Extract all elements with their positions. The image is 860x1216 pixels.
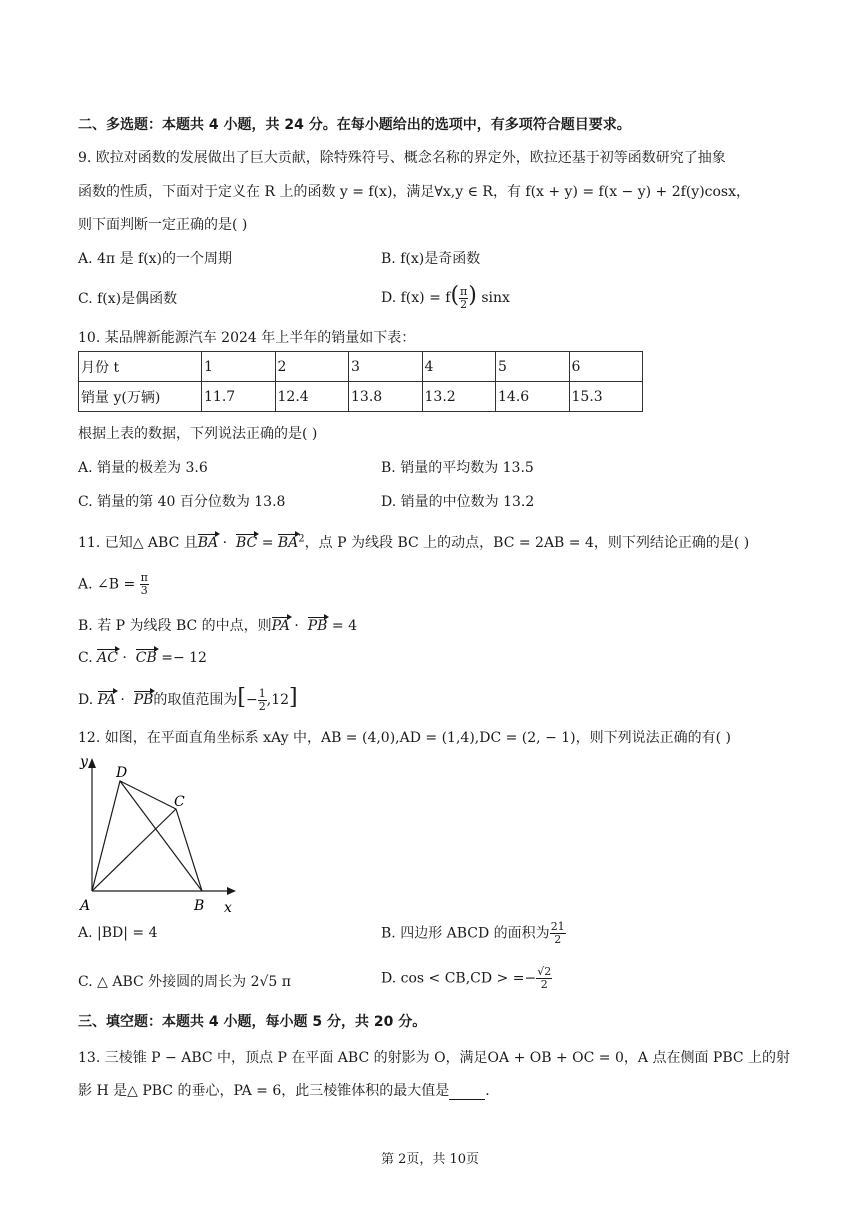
fraction-numerator: 21 — [550, 920, 565, 933]
fraction-numerator: 1 — [258, 686, 266, 700]
q11-stem-end: ，点 P 为线段 BC 上的动点，BC = 2AB = 4，则下列结论正确的是( ) — [304, 535, 750, 551]
q9-option-d-fraction — [459, 286, 468, 311]
q9-stem-line2: 函数的性质，下面对于定义在 R 上的函数 y = f(x)，满足∀x,y ∈ R，有 f(x + y) = f(x − y) + 2f(y)cosx， — [78, 184, 751, 200]
q13-stem-line2-end: . — [485, 1083, 490, 1099]
q11-option-a — [78, 572, 149, 597]
q11-option-c: C. AC · CB =− 12 — [78, 650, 207, 666]
vector-ba: BA — [277, 535, 299, 551]
q9-option-d: D. f(x) = f( $\frac{\pi}{2}$ ) sinx — [381, 283, 510, 311]
q10-option-a: A. 销量的极差为 3.6 — [78, 460, 208, 476]
table-row-header: 销量 y(万辆) — [79, 382, 202, 412]
fraction-denominator: 2 — [258, 699, 266, 713]
label-c: C — [174, 794, 185, 810]
q13-stem-line2 — [78, 1080, 490, 1100]
table-row — [79, 352, 643, 382]
q11-option-b-text: B. 若 P 为线段 BC 的中点，则 — [78, 618, 272, 634]
fraction-denominator: 2 — [554, 933, 562, 946]
label-a: A — [80, 898, 91, 912]
fraction-numerator: √2 — [537, 965, 552, 978]
fraction-denominator: 2 — [540, 978, 548, 991]
table-cell: 12.4 — [275, 382, 349, 412]
q11-option-c-prefix: C. — [78, 650, 93, 666]
q12-stem: 12. 如图，在平面直角坐标系 xAy 中，AB = (4,0),AD = (1,4),DC = (2, − 1)，则下列说法正确的有( ) — [78, 730, 731, 746]
q10-option-b: B. 销量的平均数为 13.5 — [381, 460, 534, 476]
table-cell: 14.6 — [496, 382, 570, 412]
table-cell: 1 — [202, 352, 276, 382]
q11-option-d-prefix: D. — [78, 692, 94, 708]
fraction-numerator: π — [140, 571, 148, 584]
q11-option-b-tail: = 4 — [331, 618, 357, 634]
table-cell: 4 — [422, 352, 496, 382]
q9-option-b: B. f(x)是奇函数 — [381, 251, 481, 267]
q12-coordinate-figure — [76, 752, 246, 912]
table-cell: 13.2 — [422, 382, 496, 412]
fraction-denominator: 2 — [460, 297, 468, 311]
section-heading-fill-blank: 三、填空题：本题共 4 小题，每小题 5 分，共 20 分。 — [78, 1014, 427, 1030]
vector-pb: PB — [307, 618, 328, 634]
q11-stem: 11. 已知△ ABC 且BA · BC = $BA^2$，点 P 为线段 BC 上的动点，BC = 2AB = 4，则下列结论正确的是( ) — [78, 533, 750, 551]
q12-option-a: A. |BD| = 4 — [78, 925, 158, 941]
fraction-numerator: π — [460, 284, 468, 298]
q12-option-b-fraction — [550, 921, 566, 946]
diagonal-ac — [92, 809, 176, 891]
table-row — [79, 382, 643, 412]
q12-option-d-fraction — [536, 966, 552, 991]
q12-option-b-prefix: B. 四边形 ABCD 的面积为 — [381, 925, 550, 942]
table-cell: 2 — [275, 352, 349, 382]
q12-option-d-prefix: D. cos < CB,CD > =− — [381, 970, 537, 987]
page-footer: 第 2页，共 10页 — [380, 1152, 480, 1167]
table-cell: 5 — [496, 352, 570, 382]
q11-option-a-fraction — [140, 572, 149, 597]
vector-pa: PA — [97, 692, 116, 708]
table-cell: 6 — [569, 352, 643, 382]
table-cell: 15.3 — [569, 382, 643, 412]
q9-option-c: C. f(x)是偶函数 — [78, 291, 178, 307]
answer-blank — [449, 1083, 485, 1100]
label-x: x — [224, 900, 232, 912]
x-axis-arrow-icon — [227, 887, 236, 895]
q11-option-a-prefix: A. ∠B = — [78, 576, 136, 593]
q11-stem-start: 11. 已知△ ABC 且 — [78, 535, 198, 551]
q11-option-d-range-end: ,12 — [266, 692, 290, 708]
sales-table — [78, 351, 643, 412]
q10-option-c: C. 销量的第 40 百分位数为 13.8 — [78, 494, 286, 510]
vector-ba: BA — [197, 535, 219, 551]
label-b: B — [194, 898, 205, 912]
q11-option-d-fraction — [258, 688, 267, 713]
table-row-header: 月份 t — [79, 352, 202, 382]
vector-cb: CB — [135, 650, 157, 666]
diagonal-bd — [120, 781, 202, 891]
q9-stem-line3: 则下面判断一定正确的是( ) — [78, 217, 248, 233]
table-cell: 11.7 — [202, 382, 276, 412]
q10-stem: 10. 某品牌新能源汽车 2024 年上半年的销量如下表： — [78, 330, 416, 346]
section-heading-multi-choice: 二、多选题：本题共 4 小题，共 24 分。在每小题给出的选项中，有多项符合题目要求。 — [78, 117, 631, 133]
table-cell: 13.8 — [349, 382, 423, 412]
q13-stem-line1: 13. 三棱锥 P − ABC 中，顶点 P 在平面 ABC 的射影为 O，满足OA + OB + OC = 0，A 点在侧面 PBC 上的射 — [78, 1050, 791, 1066]
vector-pb: PB — [133, 692, 154, 708]
q11-option-d-tail: 的取值范围为 — [153, 692, 238, 708]
vector-ac: AC — [97, 650, 118, 666]
q10-option-d: D. 销量的中位数为 13.2 — [381, 494, 535, 510]
q12-option-c: C. △ ABC 外接圆的周长为 2√5 π — [78, 974, 291, 990]
q9-option-a: A. 4π 是 f(x)的一个周期 — [78, 251, 233, 267]
vector-pa: PA — [271, 618, 290, 634]
table-cell: 3 — [349, 352, 423, 382]
label-y: y — [80, 754, 88, 770]
q9-option-d-suffix: sinx — [481, 290, 510, 306]
label-d: D — [116, 765, 128, 781]
y-axis-arrow-icon — [88, 758, 96, 768]
q10-question: 根据上表的数据，下列说法正确的是( ) — [78, 426, 318, 442]
q9-option-d-prefix: D. f(x) = f — [381, 290, 451, 306]
q11-option-c-tail: =− 12 — [161, 650, 207, 666]
q11-option-d: D. PA · PB的取值范围为[− $\frac{1}{2}$ ,12] — [78, 685, 298, 713]
q13-stem-line2-text: 影 H 是△ PBC 的垂心，PA = 6，此三棱锥体积的最大值是 — [78, 1083, 450, 1099]
vector-bc: BC — [235, 535, 258, 551]
fraction-denominator: 3 — [140, 584, 148, 597]
q9-stem-line1: 9. 欧拉对函数的发展做出了巨大贡献，除特殊符号、概念名称的界定外，欧拉还基于初等函数研究了抽象 — [78, 150, 726, 166]
q12-option-d — [381, 966, 552, 991]
q11-option-b: B. 若 P 为线段 BC 的中点，则PA · PB = 4 — [78, 618, 357, 634]
q12-option-b — [381, 921, 566, 946]
